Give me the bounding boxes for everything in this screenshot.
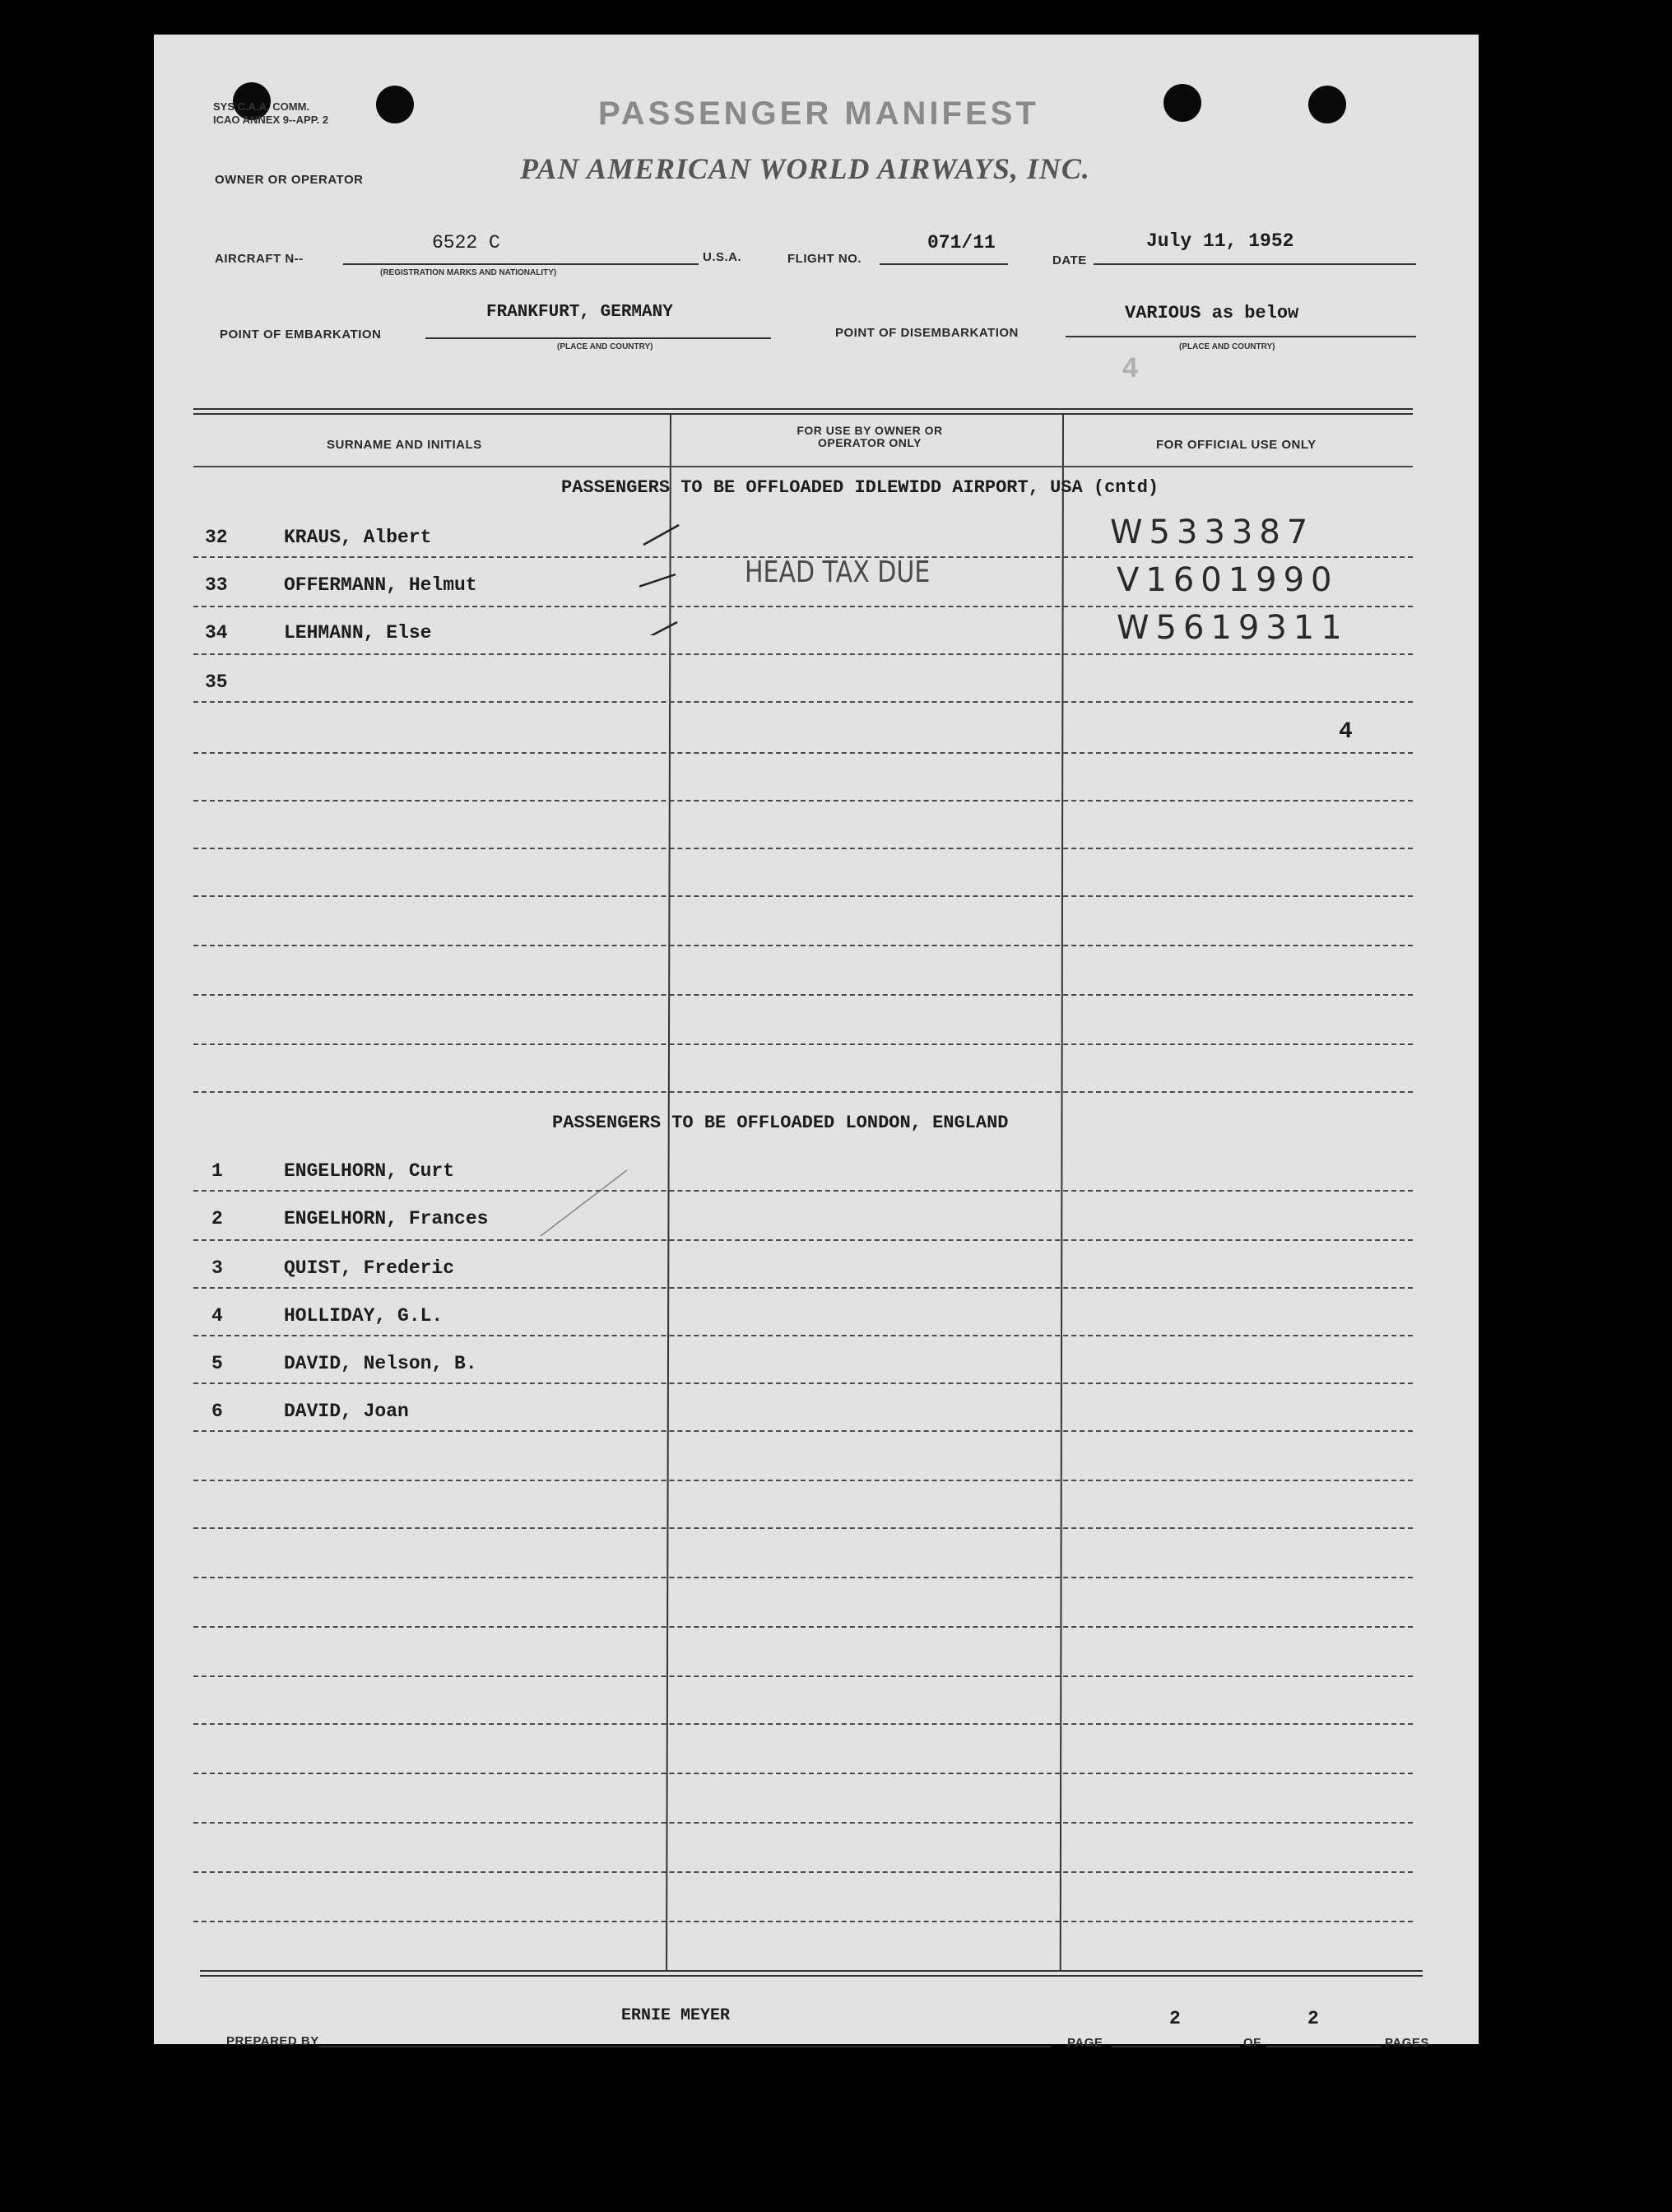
s2-row-name: HOLLIDAY, G.L. (284, 1305, 444, 1327)
row-rule (193, 1190, 1413, 1192)
form-ref-1: SYS C.A.A. COMM. (213, 100, 310, 113)
row-rule (193, 556, 1413, 558)
embarkation-rule (425, 337, 771, 339)
table-bottom-rule-2 (200, 1975, 1423, 1977)
punch-hole-3 (1163, 84, 1201, 122)
aircraft-rule (343, 263, 699, 265)
row-rule (193, 1430, 1413, 1432)
col-header-surname: SURNAME AND INITIALS (327, 438, 482, 452)
row-rule (193, 1773, 1413, 1774)
flight-rule (880, 263, 1008, 265)
s1-row-official: V1601990 (1117, 561, 1339, 599)
s2-row-name: DAVID, Nelson, B. (284, 1353, 477, 1374)
embarkation-caption: (PLACE AND COUNTRY) (557, 342, 653, 351)
row-rule (193, 1626, 1413, 1628)
section1-count: 4 (1339, 719, 1353, 745)
row-rule (193, 1871, 1413, 1873)
row-rule (193, 1921, 1413, 1922)
s1-row-name: KRAUS, Albert (284, 527, 432, 548)
row-rule (193, 1239, 1413, 1241)
page-label: PAGE (1067, 2036, 1103, 2050)
manifest-page (154, 35, 1479, 2050)
row-rule (193, 752, 1413, 754)
row-rule (193, 945, 1413, 946)
date-value: July 11, 1952 (1146, 230, 1294, 252)
s2-row-num: 3 (211, 1257, 223, 1279)
of-label: OF (1243, 2036, 1261, 2050)
pages-rule (1266, 2046, 1382, 2047)
prepared-value: ERNIE MEYER (621, 2006, 731, 2025)
flight-label: FLIGHT NO. (787, 252, 862, 266)
disembarkation-label: POINT OF DISEMBARKATION (835, 326, 1019, 340)
s1-row-official: W533387 (1110, 514, 1315, 551)
section2-heading: PASSENGERS TO BE OFFLOADED LONDON, ENGLAND (552, 1113, 1009, 1133)
s2-row-num: 2 (211, 1208, 223, 1229)
row-rule (193, 1335, 1413, 1336)
row-rule (193, 1675, 1413, 1677)
row-rule (193, 895, 1413, 897)
s1-row-num: 32 (205, 527, 228, 548)
pages-label: PAGES (1385, 2036, 1429, 2050)
s2-row-num: 1 (211, 1160, 223, 1182)
disembarkation-rule (1066, 336, 1416, 337)
s2-row-name: DAVID, Joan (284, 1401, 409, 1422)
table-top-rule-1 (193, 408, 1413, 410)
aircraft-value: 6522 C (432, 232, 500, 253)
table-top-rule-2 (193, 413, 1413, 415)
disembarkation-caption: (PLACE AND COUNTRY) (1179, 342, 1275, 351)
prepared-rule (318, 2046, 1051, 2047)
page-value: 2 (1169, 2008, 1181, 2029)
s2-row-num: 6 (211, 1401, 223, 1422)
s1-row-name: LEHMANN, Else (284, 622, 432, 644)
row-rule (193, 1822, 1413, 1824)
row-rule (193, 1091, 1413, 1093)
owner-label: OWNER OR OPERATOR (215, 173, 364, 187)
col-header-owner: FOR USE BY OWNER OR OPERATOR ONLY (797, 424, 943, 449)
form-ref-2: ICAO ANNEX 9--APP. 2 (213, 114, 329, 126)
section1-heading: PASSENGERS TO BE OFFLOADED IDLEWIDD AIRPORT, USA (cntd) (561, 477, 1159, 498)
pages-value: 2 (1307, 2008, 1319, 2029)
row-rule (193, 701, 1413, 703)
s2-row-name: ENGELHORN, Curt (284, 1160, 455, 1182)
usa-label: U.S.A. (703, 250, 742, 264)
company-name: PAN AMERICAN WORLD AIRWAYS, INC. (520, 152, 1090, 185)
row-rule (193, 606, 1413, 607)
punch-hole-2 (376, 86, 414, 123)
row-rule (193, 653, 1413, 655)
prepared-label: PREPARED BY (226, 2034, 319, 2048)
column-divider-2 (1060, 415, 1064, 1970)
punch-hole-4 (1308, 86, 1346, 123)
row-rule (193, 1382, 1413, 1384)
date-label: DATE (1052, 253, 1087, 267)
s1-row-num: 35 (205, 672, 228, 693)
aircraft-label: AIRCRAFT N-- (215, 252, 304, 266)
s2-row-num: 4 (211, 1305, 223, 1327)
s2-row-name: QUIST, Frederic (284, 1257, 455, 1279)
s1-row-official: W5619311 (1117, 609, 1349, 647)
row-rule (193, 1043, 1413, 1045)
flight-value: 071/11 (927, 232, 996, 253)
registration-caption: (REGISTRATION MARKS AND NATIONALITY) (380, 268, 557, 277)
row-rule (193, 1287, 1413, 1289)
row-rule (193, 1577, 1413, 1578)
row-rule (193, 1527, 1413, 1529)
page-rule (1112, 2046, 1240, 2047)
s1-row-num: 33 (205, 574, 228, 596)
disembarkation-value: VARIOUS as below (1125, 303, 1299, 323)
row-rule (193, 994, 1413, 996)
row-rule (193, 1723, 1413, 1725)
col-header-official: FOR OFFICIAL USE ONLY (1156, 438, 1317, 452)
embarkation-label: POINT OF EMBARKATION (220, 328, 382, 342)
s2-row-num: 5 (211, 1353, 223, 1374)
manifest-title: PASSENGER MANIFEST (598, 95, 1039, 132)
row-rule (193, 800, 1413, 802)
date-rule (1094, 263, 1416, 265)
row-rule (193, 1480, 1413, 1481)
s1-row-num: 34 (205, 622, 228, 644)
column-divider-1 (666, 415, 671, 1970)
header-rule (193, 466, 1413, 467)
row-rule (193, 848, 1413, 849)
head-tax-stamp: HEAD TAX DUE (745, 555, 931, 590)
embarkation-value: FRANKFURT, GERMANY (486, 303, 673, 322)
faint-mark: 4 (1122, 352, 1138, 383)
s1-row-name: OFFERMANN, Helmut (284, 574, 477, 596)
diagonal-mark-icon (532, 1162, 631, 1244)
table-bottom-rule-1 (200, 1970, 1423, 1972)
s2-row-name: ENGELHORN, Frances (284, 1208, 489, 1229)
check-mark-icon (639, 520, 680, 635)
